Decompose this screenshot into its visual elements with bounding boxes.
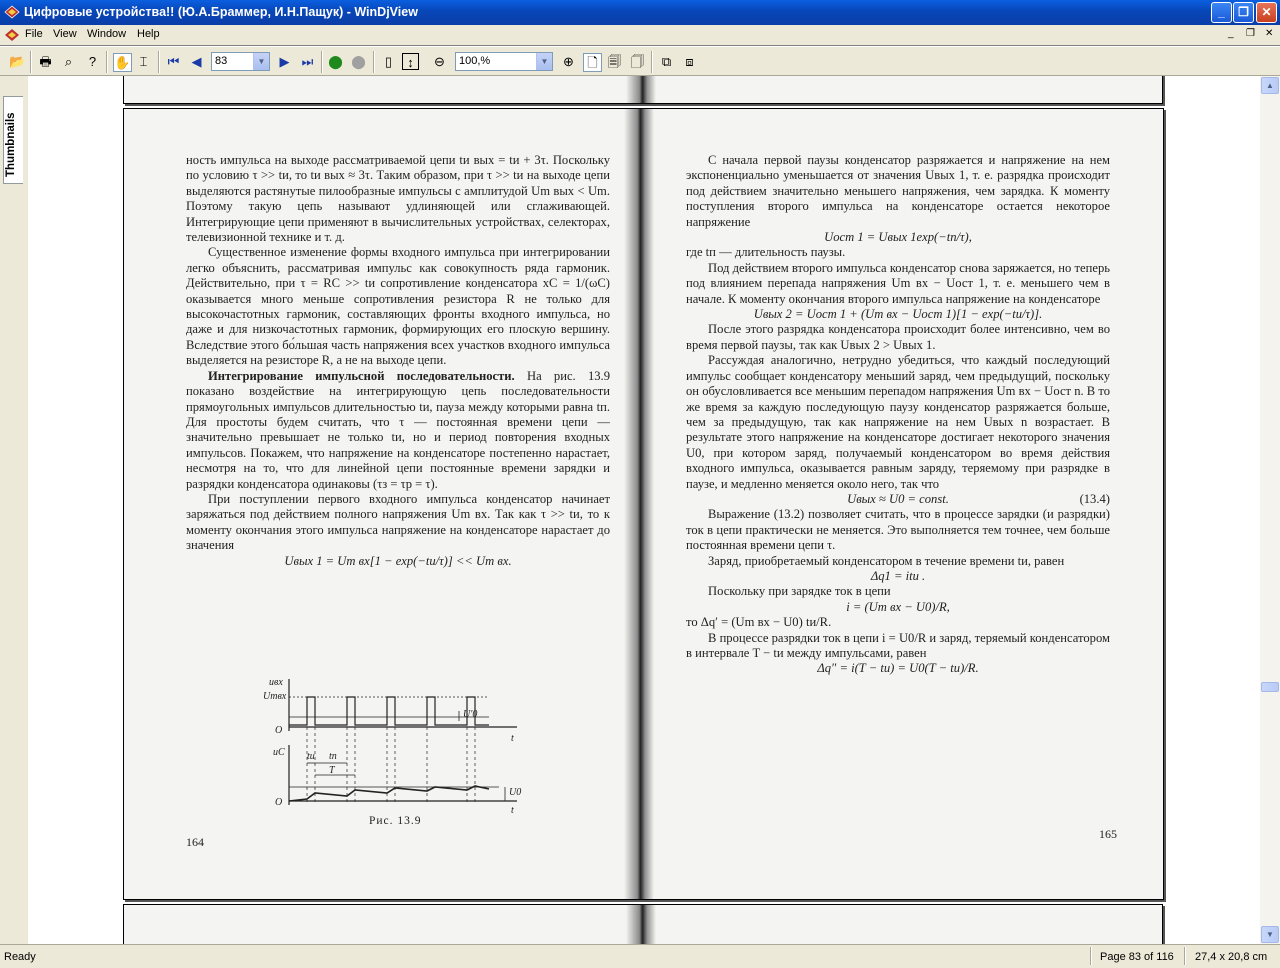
close-button[interactable]: ✕ (1256, 2, 1277, 23)
chevron-down-icon[interactable]: ▼ (536, 53, 552, 70)
mdi-restore-button[interactable]: ❐ (1246, 28, 1255, 39)
toolbar (0, 46, 1280, 76)
continuous-icon[interactable]: 🗐 (608, 54, 621, 69)
previous-page-icon[interactable]: ◀ (191, 54, 202, 69)
left-page-number: 164 (186, 835, 204, 849)
right-formula-5: i = (Um вх − U0)/R, (846, 599, 950, 614)
menu-bar (0, 25, 1280, 45)
fig-label-uc: uC (273, 747, 285, 758)
fig-label-t-bottom: t (511, 805, 514, 815)
rotate-right-icon[interactable]: ⧈ (685, 54, 694, 69)
right-paragraph-2: где tп — длительность паузы. (686, 245, 846, 260)
scroll-up-icon[interactable]: ▲ (1261, 77, 1279, 94)
last-page-icon[interactable]: ⏭ (301, 54, 314, 69)
next-page-icon[interactable]: ▶ (279, 54, 290, 69)
fit-page-icon[interactable]: ▯ (384, 54, 393, 69)
status-page-size: 27,4 x 20,8 cm (1195, 951, 1268, 963)
title-bar (0, 0, 1280, 25)
tab-thumbnails-label: Thumbnails (5, 112, 17, 177)
right-paragraph-10: В процессе разрядки ток в цепи i = U0/R и заряд, теряемый конденсатором в интервале T − tи между импульсами, равен (686, 630, 1110, 660)
status-text: Ready (4, 951, 36, 963)
zoom-combo[interactable] (455, 52, 553, 71)
fig-capacitor-voltage (289, 786, 489, 801)
right-page-text (686, 153, 1110, 677)
chevron-down-icon[interactable]: ▼ (253, 53, 269, 70)
scroll-down-icon[interactable]: ▼ (1261, 926, 1279, 943)
select-tool-icon[interactable]: ⌶ (139, 54, 148, 69)
help-icon[interactable]: ? (88, 54, 97, 69)
document-icon (4, 28, 20, 42)
tab-thumbnails[interactable] (3, 96, 23, 184)
fig-label-zero-top: O (275, 725, 283, 736)
right-formula-6: Δq″ = i(T − tи) = U0(T − tи)/R. (817, 661, 979, 676)
fig-label-t-p: tп (329, 751, 337, 762)
print-icon[interactable]: 🖶 (39, 54, 52, 69)
right-page-number: 165 (1099, 827, 1117, 841)
next-page-top (123, 904, 1163, 944)
right-formula-2: Uвых 2 = Uост 1 + (Um вх − Uост 1)[1 − exp(−tи/τ)]. (753, 307, 1043, 322)
right-paragraph-8: Поскольку при зарядке ток в цепи (708, 584, 891, 599)
status-bar (0, 944, 1280, 968)
fig-label-u-max: Umвх (263, 691, 287, 702)
find-icon[interactable]: ⌕ (64, 54, 73, 69)
right-paragraph-3: Под действием второго импульса конденсатор снова заряжается, но теперь под влиянием перепада напряжения Um вх − Uост 1, т. е. меньшего чем в начале. К моменту окончания второго импульса напряжение на конденсаторе (686, 260, 1110, 306)
hand-tool-icon[interactable]: ✋ (114, 55, 131, 70)
open-folder-icon[interactable]: 📂 (9, 54, 26, 69)
right-paragraph-9: то Δq′ = (Um вх − U0) tи/R. (686, 615, 832, 630)
left-paragraph-2: Существенное изменение формы входного импульса при интегрировании легко объяснить, рассматривая импульс как совокупность ряда гармоник. Действительно, при τ = RC >> tи сопротивление конденсатора xC = 1/(ωC) оказывается много меньше сопротивления резистора R не только для высокочастотных гармоник, составляющих фронты входного импульса, но даже и для низкочастотных гармоник, формирующих его плоскую вершину. Вследствие этого бо́льшая часть напряжения всех участков входного импульса выделяется на резисторе R, а не на выходе цепи. (186, 245, 610, 368)
single-page-icon[interactable]: 🗋 (583, 53, 602, 72)
fig-label-period: T (329, 765, 335, 776)
scroll-thumb[interactable] (1261, 682, 1279, 692)
menu-help[interactable]: Help (137, 28, 160, 40)
sidebar (0, 76, 28, 944)
right-paragraph-5: Рассуждая аналогично, нетрудно убедиться, что каждый последующий импульс сообщает конденсатору меньший заряд, чем предыдущий, поскольку он обусловливается все меньшим перепадом напряжения Um вх − Uост n. В то же время за каждую последующую паузу конденсатор разряжается больше, чем за предыдущую, так как напряжение на нем Uвых n возрастает. В результате этого напряжение на конденсаторе достигает некоторого значения U0, при котором заряд, получаемый конденсатором во время действия входного импульса, оказывается равным заряду, теряемому при разрядке в паузе, и медленно меняется около него, так что (686, 353, 1110, 491)
maximize-button[interactable]: ❐ (1233, 2, 1254, 23)
mdi-close-button[interactable]: ✕ (1265, 28, 1274, 39)
minimize-button[interactable]: _ (1211, 2, 1232, 23)
windjview-app-icon (4, 5, 20, 19)
left-paragraph-1: ность импульса на выходе рассматриваемой цепи tи вых = tи + 3τ. Поскольку по условию τ >> tи, то tи вых ≈ 3τ. Таким образом, при τ >> tи на выходе цепи выделяются растянутые пилообразные импульсы с амплитудой Um вых < Um. Поэтому такую цепь называют удлиняющей или сглаживающей. Интегрирующие цепи применяют в вычислительных устройствах, селекторах, телевизионной технике и т. д. (186, 153, 610, 245)
rotate-left-icon[interactable]: ⧉ (661, 54, 672, 69)
right-paragraph-1: С начала первой паузы конденсатор разряжается и напряжение на нем экспоненциально уменьшается от значения Uвых 1, т. е. разрядка происходит под действием значительно меньшего напряжения, чем зарядка. К моменту поступления второго импульса на конденсаторе остается некоторое напряжение (686, 153, 1110, 229)
menu-view[interactable]: View (53, 28, 77, 40)
fig-label-t-top: t (511, 733, 514, 744)
right-paragraph-4: После этого разрядка конденсатора происходит более интенсивно, чем во время первой паузы, так как Uвых 2 > Uвых 1. (686, 322, 1110, 352)
figure-caption: Рис. 13.9 (369, 815, 422, 827)
menu-file[interactable]: File (25, 28, 43, 40)
zoom-out-icon[interactable]: ⊖ (434, 54, 445, 69)
left-page-text (186, 153, 610, 569)
status-page: Page 83 of 116 (1100, 951, 1174, 963)
back-icon[interactable]: ⬤ (328, 54, 343, 69)
right-formula-1: Uост 1 = Uвых 1exp(−tп/τ), (824, 230, 972, 245)
fit-height-icon[interactable]: ↕ (402, 53, 419, 70)
forward-icon[interactable]: ⬤ (351, 54, 366, 69)
facing-pages-icon[interactable]: 🗍 (631, 54, 644, 69)
left-paragraph-3: На рис. 13.9 показано воздействие на интегрирующую цепь последовательности прямоугольных импульсов длительностью tи, пауза между которыми равна tп. Для простоты будем считать, что τ — постоянная времени цепи — значительно превышает не только tи, но и период повторения входных импульсов. Покажем, что напряжение на конденсаторе постепенно нарастает, несмотря на то, что для линейной цепи постоянные времени зарядки и разрядки конденсатора одинаковы (τз = τр = τ). (186, 368, 610, 491)
previous-page-bottom (123, 76, 1163, 104)
vertical-scrollbar[interactable] (1260, 76, 1280, 944)
fig-label-u0-prime: U′0 (463, 709, 478, 720)
right-formula-3-number: (13.4) (1079, 491, 1110, 506)
current-page (123, 108, 1164, 900)
fig-label-zero-bottom: O (275, 797, 283, 808)
zoom-value: 100,% (459, 55, 491, 67)
page-number-combo[interactable] (211, 52, 270, 71)
window-title: Цифровые устройства!! (Ю.А.Браммер, И.Н.Пащук) - WinDjView (24, 5, 418, 19)
mdi-minimize-button[interactable]: _ (1228, 28, 1234, 39)
first-page-icon[interactable]: ⏮ (167, 54, 180, 69)
right-formula-3: Uвых ≈ U0 = const. (847, 491, 949, 506)
zoom-in-icon[interactable]: ⊕ (563, 54, 574, 69)
left-formula-1: Uвых 1 = Um вх[1 − exp(−tи/τ)] << Um вх. (284, 553, 512, 568)
page-number-value: 83 (215, 55, 228, 67)
fig-label-t-i: tи (307, 751, 315, 762)
left-section-heading: Интегрирование импульсной последовательности. (208, 368, 515, 383)
document-view[interactable] (28, 76, 1260, 944)
menu-window[interactable]: Window (87, 28, 127, 40)
right-paragraph-7: Заряд, приобретаемый конденсатором в течение времени tи, равен (708, 553, 1065, 568)
left-paragraph-4: При поступлении первого входного импульса конденсатор начинает заряжаться под действием полного напряжения Um вх. Так как τ >> tи, то к моменту окончания этого импульса напряжение на конденсаторе нарастает до значения (186, 491, 610, 553)
figure-13-9 (259, 675, 539, 815)
right-paragraph-6: Выражение (13.2) позволяет считать, что в процессе зарядки (и разрядки) ток в цепи практически не меняется. Это выполняется тем точнее, чем больше постоянная времени цепи τ. (686, 507, 1110, 553)
right-formula-4: Δq1 = itи . (870, 568, 926, 583)
fig-label-u0: U0 (509, 787, 522, 798)
fig-label-u-in: uвх (269, 677, 283, 688)
